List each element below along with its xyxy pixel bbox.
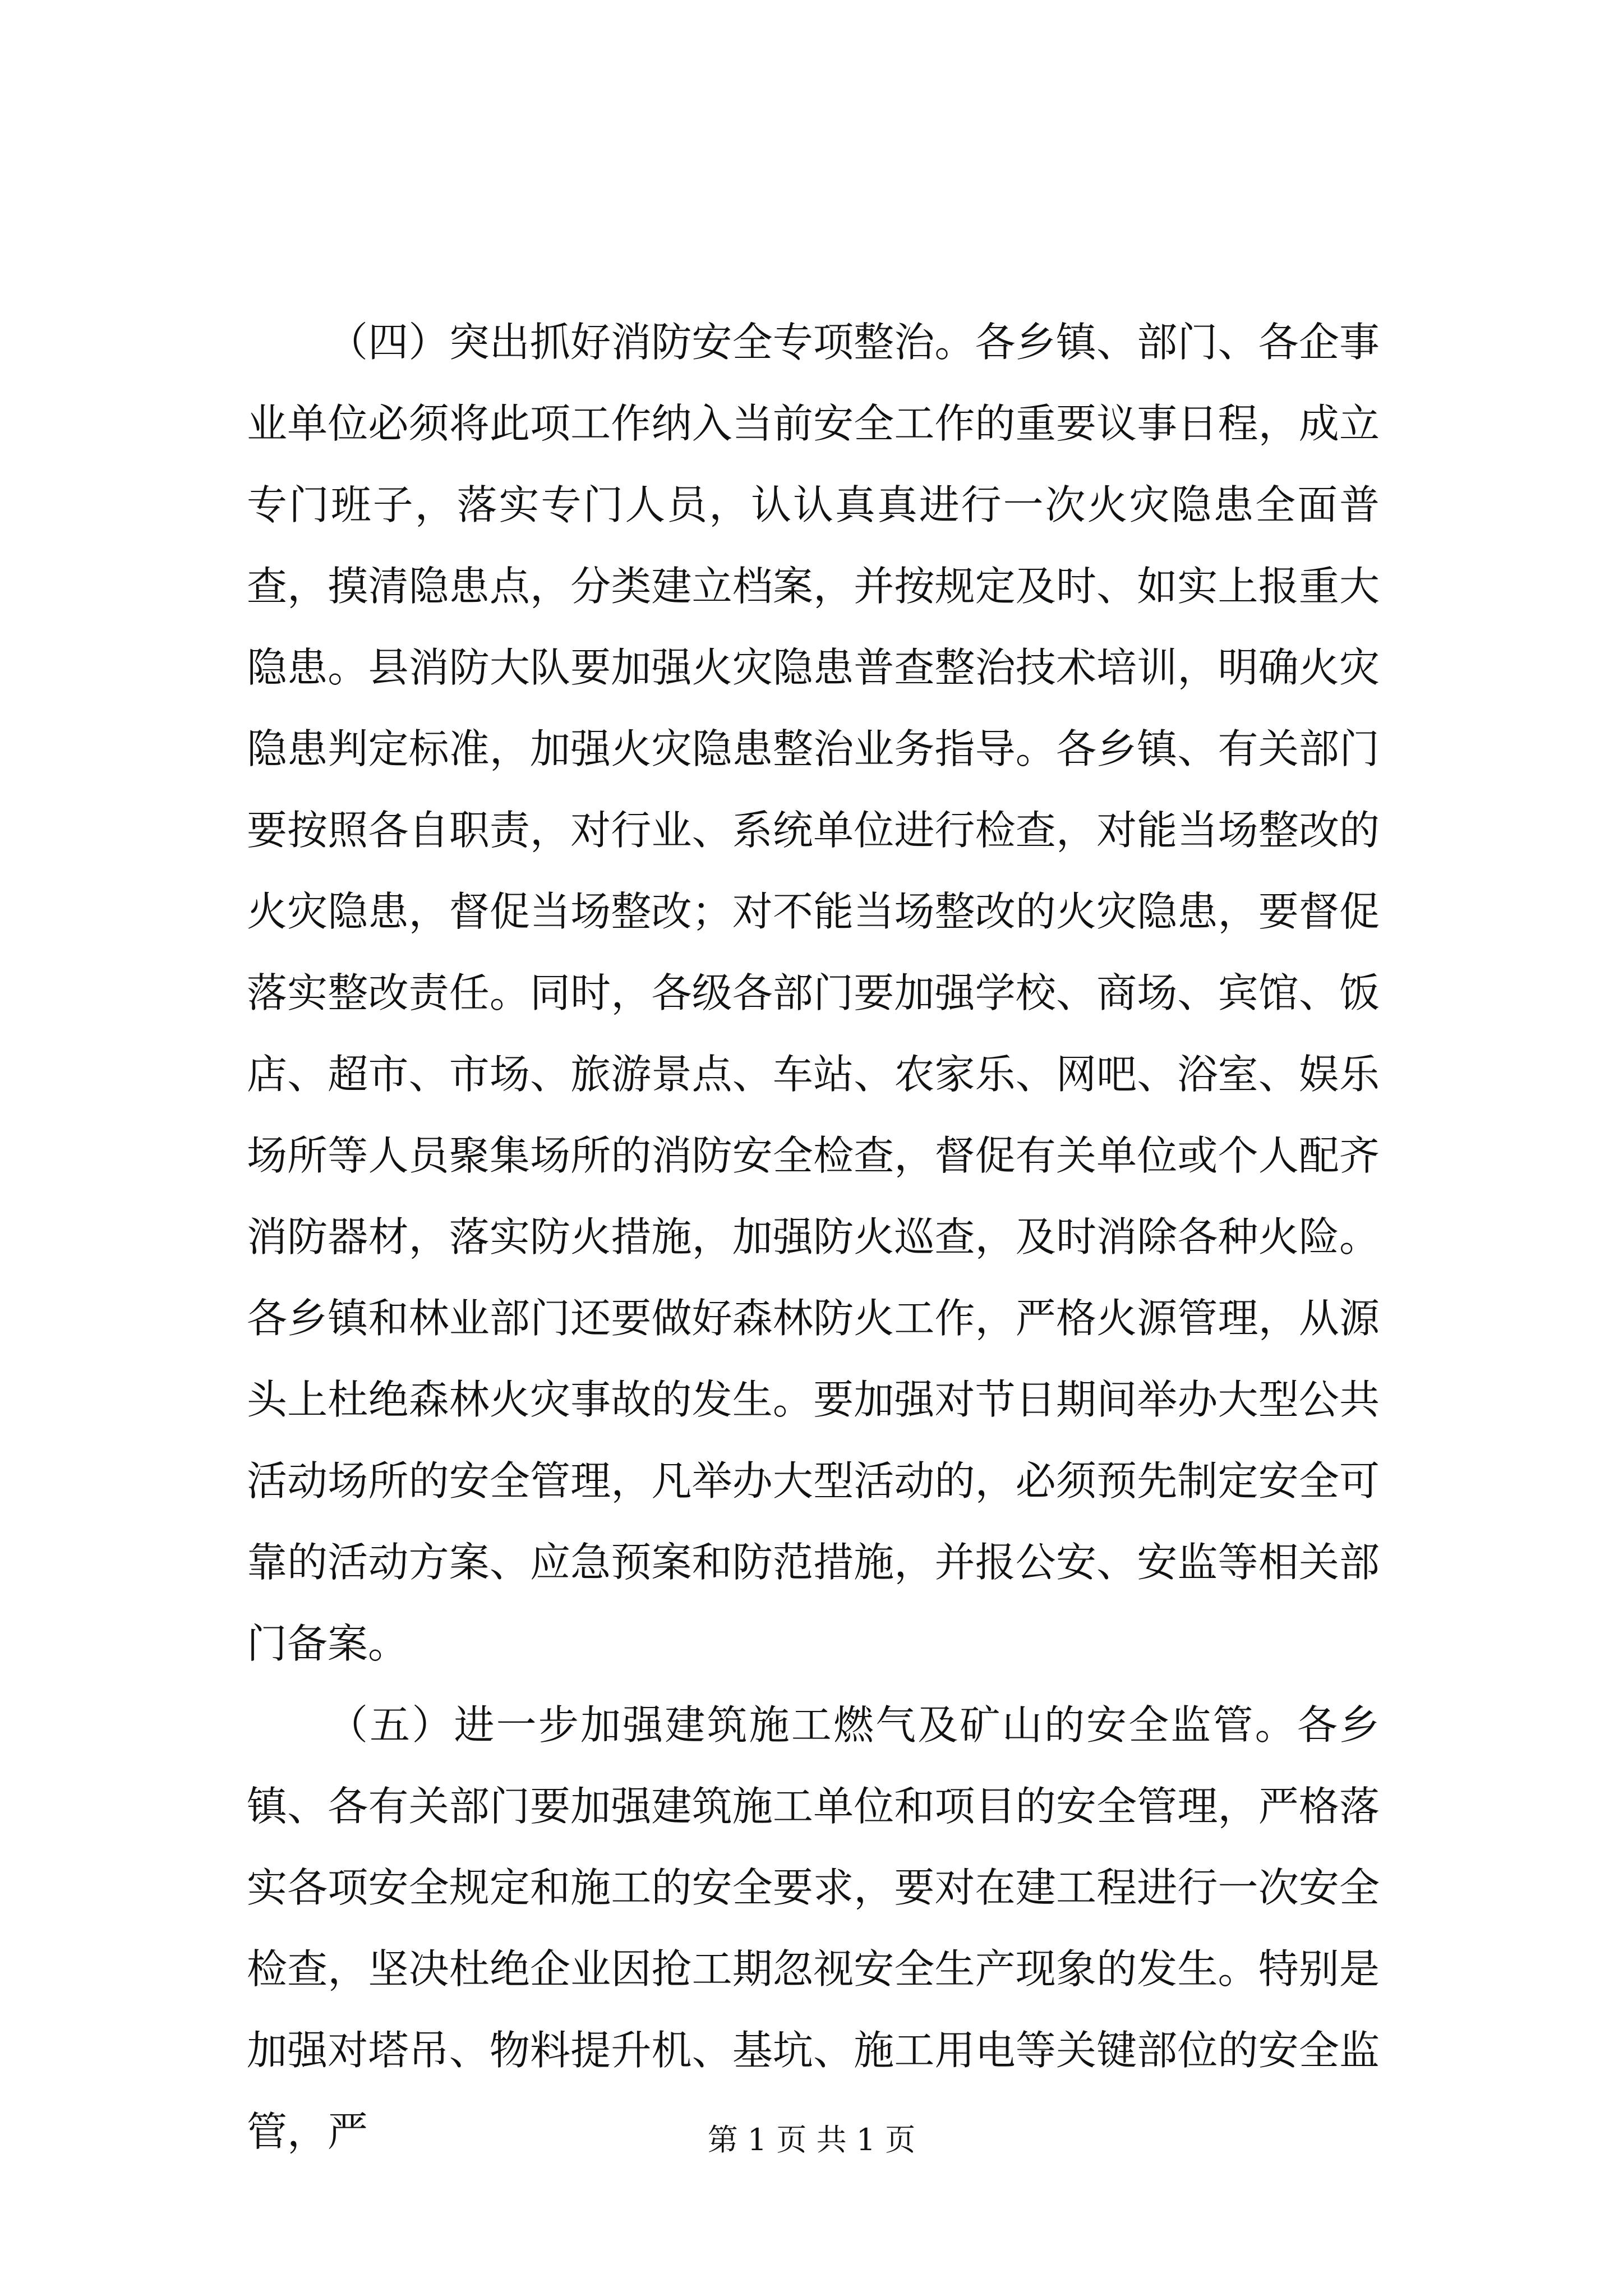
document-body xyxy=(247,302,1380,2173)
page-footer: 第 1 页 共 1 页 xyxy=(707,2122,916,2157)
paragraph-fire-safety: （四）突出抓好消防安全专项整治。各乡镇、部门、各企事业单位必须将此项工作纳入当前安全工作的重要议事日程，成立专门班子，落实专门人员，认认真真进行一次火灾隐患全面普查，摸清隐患点，分类建立档案，并按规定及时、如实上报重大隐患。县消防大队要加强火灾隐患普查整治技术培训，明确火灾隐患判定标准，加强火灾隐患整治业务指导。各乡镇、有关部门要按照各自职责，对行业、系统单位进行检查，对能当场整改的火灾隐患，督促当场整改；对不能当场整改的火灾隐患，要督促落实整改责任。同时，各级各部门要加强学校、商场、宾馆、饭店、超市、市场、旅游景点、车站、农家乐、网吧、浴室、娱乐场所等人员聚集场所的消防安全检查，督促有关单位或个人配齐消防器材，落实防火措施，加强防火巡查，及时消除各种火险。各乡镇和林业部门还要做好森林防火工作，严格火源管理，从源头上杜绝森林火灾事故的发生。要加强对节日期间举办大型公共活动场所的安全管理，凡举办大型活动的，必须预先制定安全可靠的活动方案、应急预案和防范措施，并报公安、安监等相关部门备案。 xyxy=(247,319,1380,1667)
paragraph-construction-safety: （五）进一步加强建筑施工燃气及矿山的安全监管。各乡镇、各有关部门要加强建筑施工单位和项目的安全管理，严格落实各项安全规定和施工的安全要求，要对在建工程进行一次安全检查，坚决杜绝企业因抢工期忽视安全生产现象的发生。特别是加强对塔吊、物料提升机、基坑、施工用电等关键部位的安全监管，严 xyxy=(247,1701,1380,2155)
